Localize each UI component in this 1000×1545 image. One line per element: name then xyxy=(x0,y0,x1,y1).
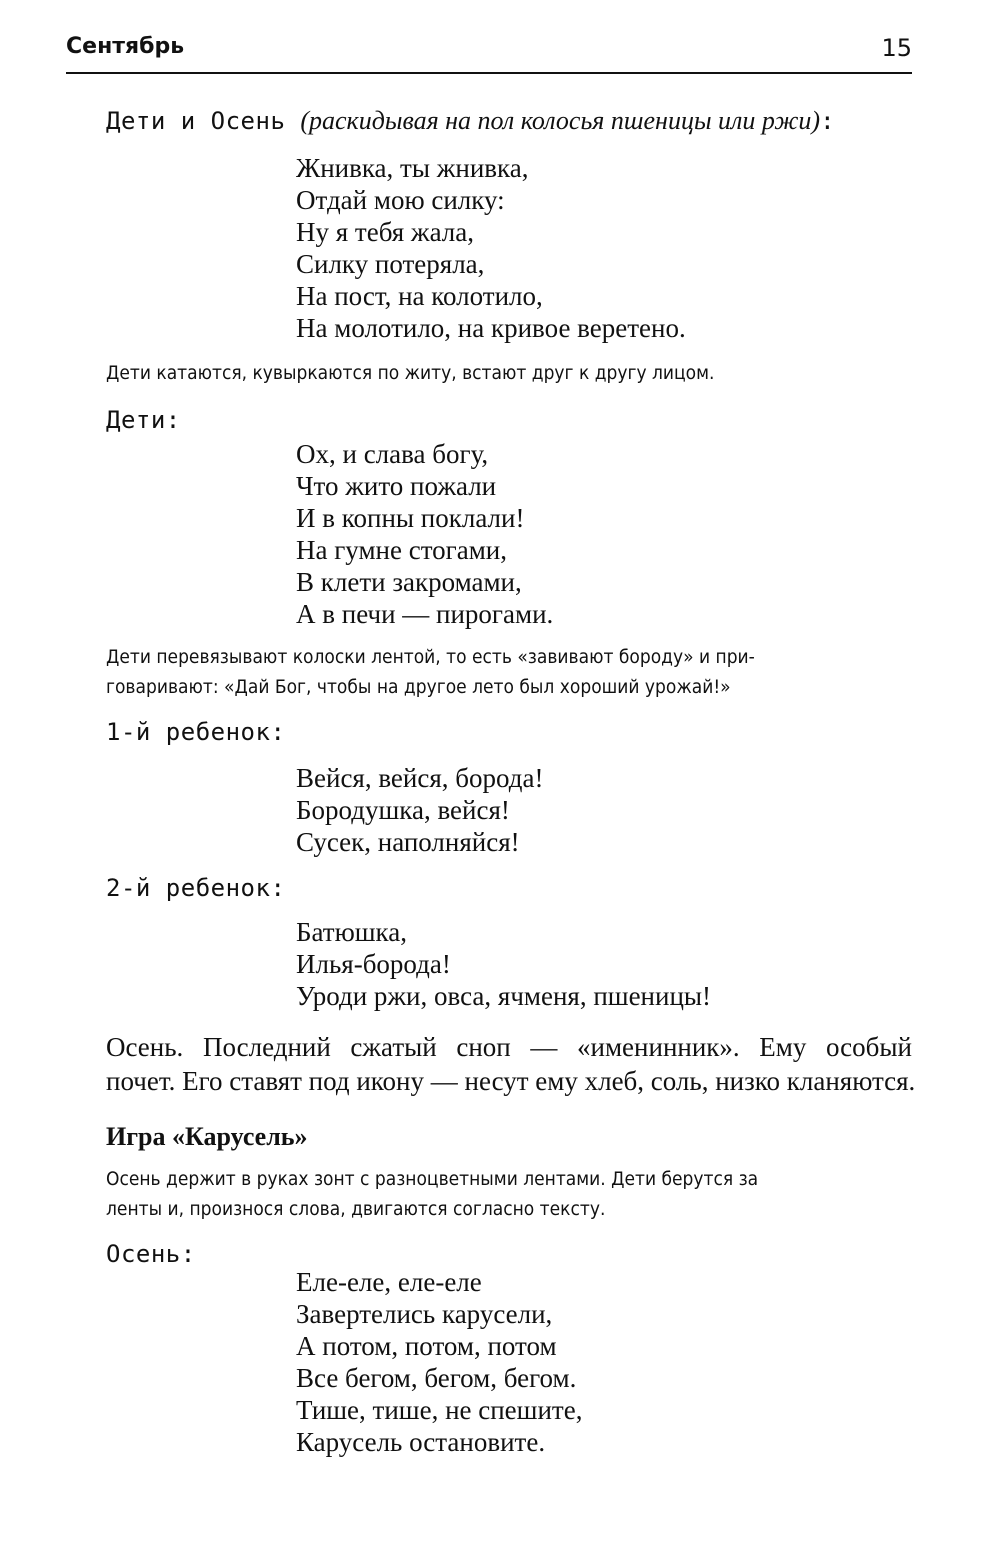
stage-line: ленты и, произнося слова, двигаются согласно тексту. xyxy=(106,1198,606,1220)
verse-line: В клети закромами, xyxy=(296,567,522,597)
stage-direction-1: Дети катаются, кувыркаются по житу, встают друг к другу лицом. xyxy=(106,362,715,384)
verse-line: Илья-борода! xyxy=(296,949,451,979)
speaker-label: Дети и Осень xyxy=(106,107,286,135)
verse-line: Тише, тише, не спешите, xyxy=(296,1395,583,1425)
verse-line: На пост, на колотило, xyxy=(296,281,543,311)
verse-line: Сусек, наполняйся! xyxy=(296,827,520,857)
verse-line: А потом, потом, потом xyxy=(296,1331,557,1361)
verse-line: Что жито пожали xyxy=(296,471,497,501)
stage-direction-inline: (раскидывая на пол колосья пшеницы или ржи) xyxy=(300,106,821,135)
verse-veysya-boroda xyxy=(296,762,543,858)
speaker-second-child: 2-й ребенок: xyxy=(106,874,286,902)
verse-line: Завертелись карусели, xyxy=(296,1299,553,1329)
verse-line: На гумне стогами, xyxy=(296,535,507,565)
narration-line: Осень. Последний сжатый сноп — «именинник». Ему особый xyxy=(106,1032,912,1062)
page-number: 15 xyxy=(881,34,912,62)
verse-line: Все бегом, бегом, бегом. xyxy=(296,1363,577,1393)
speaker-children: Дети: xyxy=(106,406,181,434)
verse-line: На молотило, на кривое веретено. xyxy=(296,313,686,343)
verse-line: Еле-еле, еле-еле xyxy=(296,1267,482,1297)
stage-line: Осень держит в руках зонт с разноцветными лентами. Дети берутся за xyxy=(106,1168,759,1190)
verse-line: Жнивка, ты жнивка, xyxy=(296,153,529,183)
verse-batyushka xyxy=(296,916,711,1012)
verse-line: Батюшка, xyxy=(296,917,407,947)
verse-line: Отдай мою силку: xyxy=(296,185,505,215)
verse-line: Бородушка, вейся! xyxy=(296,795,510,825)
verse-line: Силку потеряла, xyxy=(296,249,485,279)
verse-line: Ох, и слава богу, xyxy=(296,439,489,469)
section-heading-game-carousel: Игра «Карусель» xyxy=(106,1122,308,1151)
verse-line: Ну я тебя жала, xyxy=(296,217,475,247)
verse-karuseli xyxy=(296,1266,582,1458)
narration-line: почет. Его ставят под икону — несут ему хлеб, соль, низко кланяются. xyxy=(106,1066,916,1096)
header-rule xyxy=(66,72,912,74)
narration-autumn xyxy=(106,1030,916,1098)
verse-line: Вейся, вейся, борода! xyxy=(296,763,544,793)
speaker-children-and-autumn xyxy=(106,106,835,136)
stage-direction-2 xyxy=(106,642,755,702)
speaker-first-child: 1-й ребенок: xyxy=(106,718,286,746)
stage-line: говаривают: «Дай Бог, чтобы на другое лето был хороший урожай!» xyxy=(106,676,731,698)
speaker-colon: : xyxy=(820,107,836,135)
verse-zhnivka xyxy=(296,152,686,344)
verse-line: Карусель остановите. xyxy=(296,1427,546,1457)
verse-line: А в печи — пирогами. xyxy=(296,599,554,629)
stage-direction-3 xyxy=(106,1164,758,1224)
verse-line: Уроди ржи, овса, ячменя, пшеницы! xyxy=(296,981,712,1011)
running-head-title: Сентябрь xyxy=(66,34,185,59)
verse-line: И в копны поклали! xyxy=(296,503,525,533)
stage-line: Дети перевязывают колоски лентой, то есть «завивают бороду» и при- xyxy=(106,646,755,668)
verse-slava-bogu xyxy=(296,438,553,630)
speaker-autumn: Осень: xyxy=(106,1240,196,1268)
